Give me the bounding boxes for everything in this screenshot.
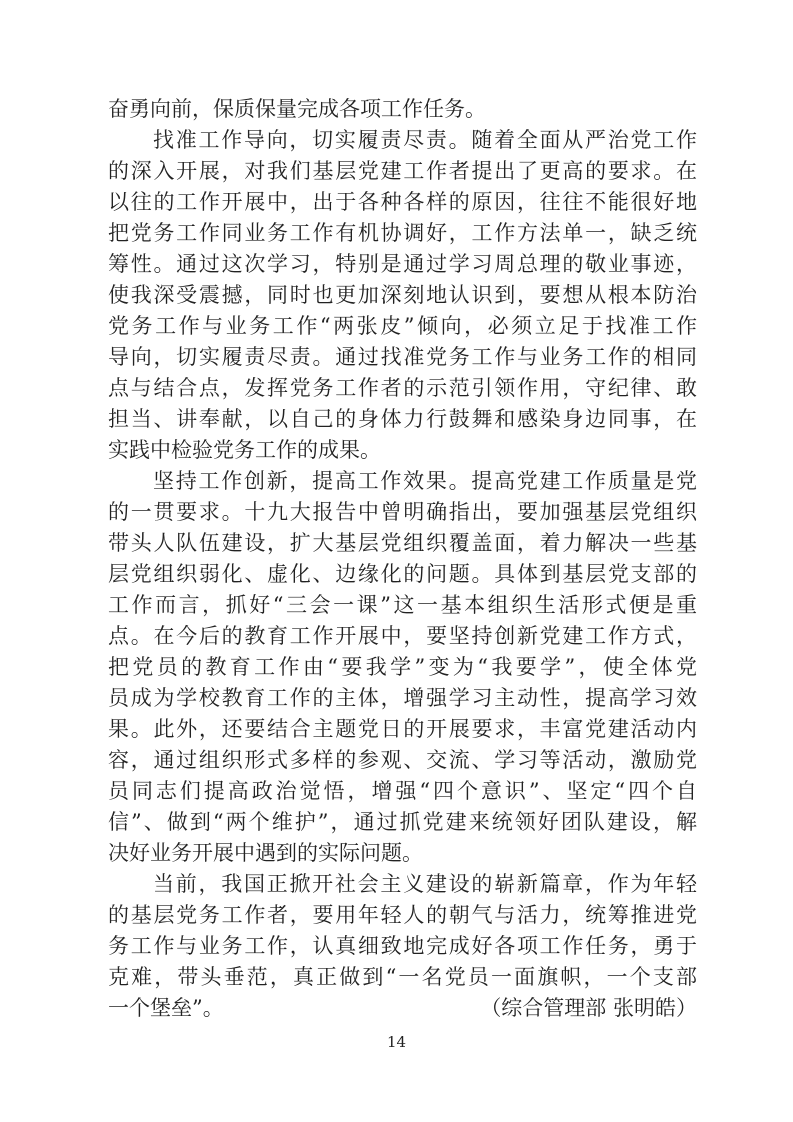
- document-body: [108, 94, 697, 1024]
- paragraph: [108, 466, 697, 869]
- text-line: 员同志们提高政治觉悟，增强“四个意识”、坚定“四个自: [108, 779, 697, 803]
- page-number: 14: [386, 1033, 407, 1051]
- paragraph: [108, 869, 697, 1024]
- text-run: 一个堡垒”。: [108, 996, 224, 1020]
- signature: （综合管理部 张明皓）: [480, 996, 697, 1020]
- paragraph: [108, 94, 697, 125]
- text-line: 导向，切实履责尽责。通过找准党务工作与业务工作的相同: [108, 345, 697, 369]
- text-line: 把党务工作同业务工作有机协调好，工作方法单一，缺乏统: [108, 221, 697, 245]
- text-line: [108, 993, 697, 1024]
- text-line: 实践中检验党务工作的成果。: [108, 438, 381, 462]
- text-line: 克难，带头垂范，真正做到“一名党员一面旗帜，一个支部: [108, 965, 697, 989]
- text-line: 当前，我国正掀开社会主义建设的崭新篇章，作为年轻: [153, 872, 697, 896]
- text-line: 层党组织弱化、虚化、边缘化的问题。具体到基层党支部的: [108, 562, 697, 586]
- text-line: 的基层党务工作者，要用年轻人的朝气与活力，统筹推进党: [108, 903, 697, 927]
- text-line: 的一贯要求。十九大报告中曾明确指出，要加强基层党组织: [108, 500, 697, 524]
- text-line: 员成为学校教育工作的主体，增强学习主动性，提高学习效: [108, 686, 697, 710]
- text-line: 把党员的教育工作由“要我学”变为“我要学”，使全体党: [108, 655, 697, 679]
- text-line: 决好业务开展中遇到的实际问题。: [108, 841, 423, 865]
- text-line: 容，通过组织形式多样的参观、交流、学习等活动，激励党: [108, 748, 697, 772]
- text-line: 坚持工作创新，提高工作效果。提高党建工作质量是党: [153, 469, 697, 493]
- text-line: 工作而言，抓好“三会一课”这一基本组织生活形式便是重: [108, 593, 697, 617]
- text-line: 果。此外，还要结合主题党日的开展要求，丰富党建活动内: [108, 717, 697, 741]
- text-line: 奋勇向前，保质保量完成各项工作任务。: [108, 97, 486, 121]
- text-line: 党务工作与业务工作“两张皮”倾向，必须立足于找准工作: [108, 314, 697, 338]
- text-line: 务工作与业务工作，认真细致地完成好各项工作任务，勇于: [108, 934, 697, 958]
- text-line: 使我深受震撼，同时也更加深刻地认识到，要想从根本防治: [108, 283, 697, 307]
- text-line: 担当、讲奉献，以自己的身体力行鼓舞和感染身边同事，在: [108, 407, 697, 431]
- text-line: 信”、做到“两个维护”，通过抓党建来统领好团队建设，解: [108, 810, 697, 834]
- text-line: 带头人队伍建设，扩大基层党组织覆盖面，着力解决一些基: [108, 531, 697, 555]
- text-line: 找准工作导向，切实履责尽责。随着全面从严治党工作: [153, 128, 697, 152]
- text-line: 筹性。通过这次学习，特别是通过学习周总理的敬业事迹，: [108, 252, 697, 276]
- paragraph: [108, 125, 697, 466]
- text-line: 的深入开展，对我们基层党建工作者提出了更高的要求。在: [108, 159, 697, 183]
- text-line: 点。在今后的教育工作开展中，要坚持创新党建工作方式，: [108, 624, 697, 648]
- text-line: 以往的工作开展中，出于各种各样的原因，往往不能很好地: [108, 190, 697, 214]
- text-line: 点与结合点，发挥党务工作者的示范引领作用，守纪律、敢: [108, 376, 697, 400]
